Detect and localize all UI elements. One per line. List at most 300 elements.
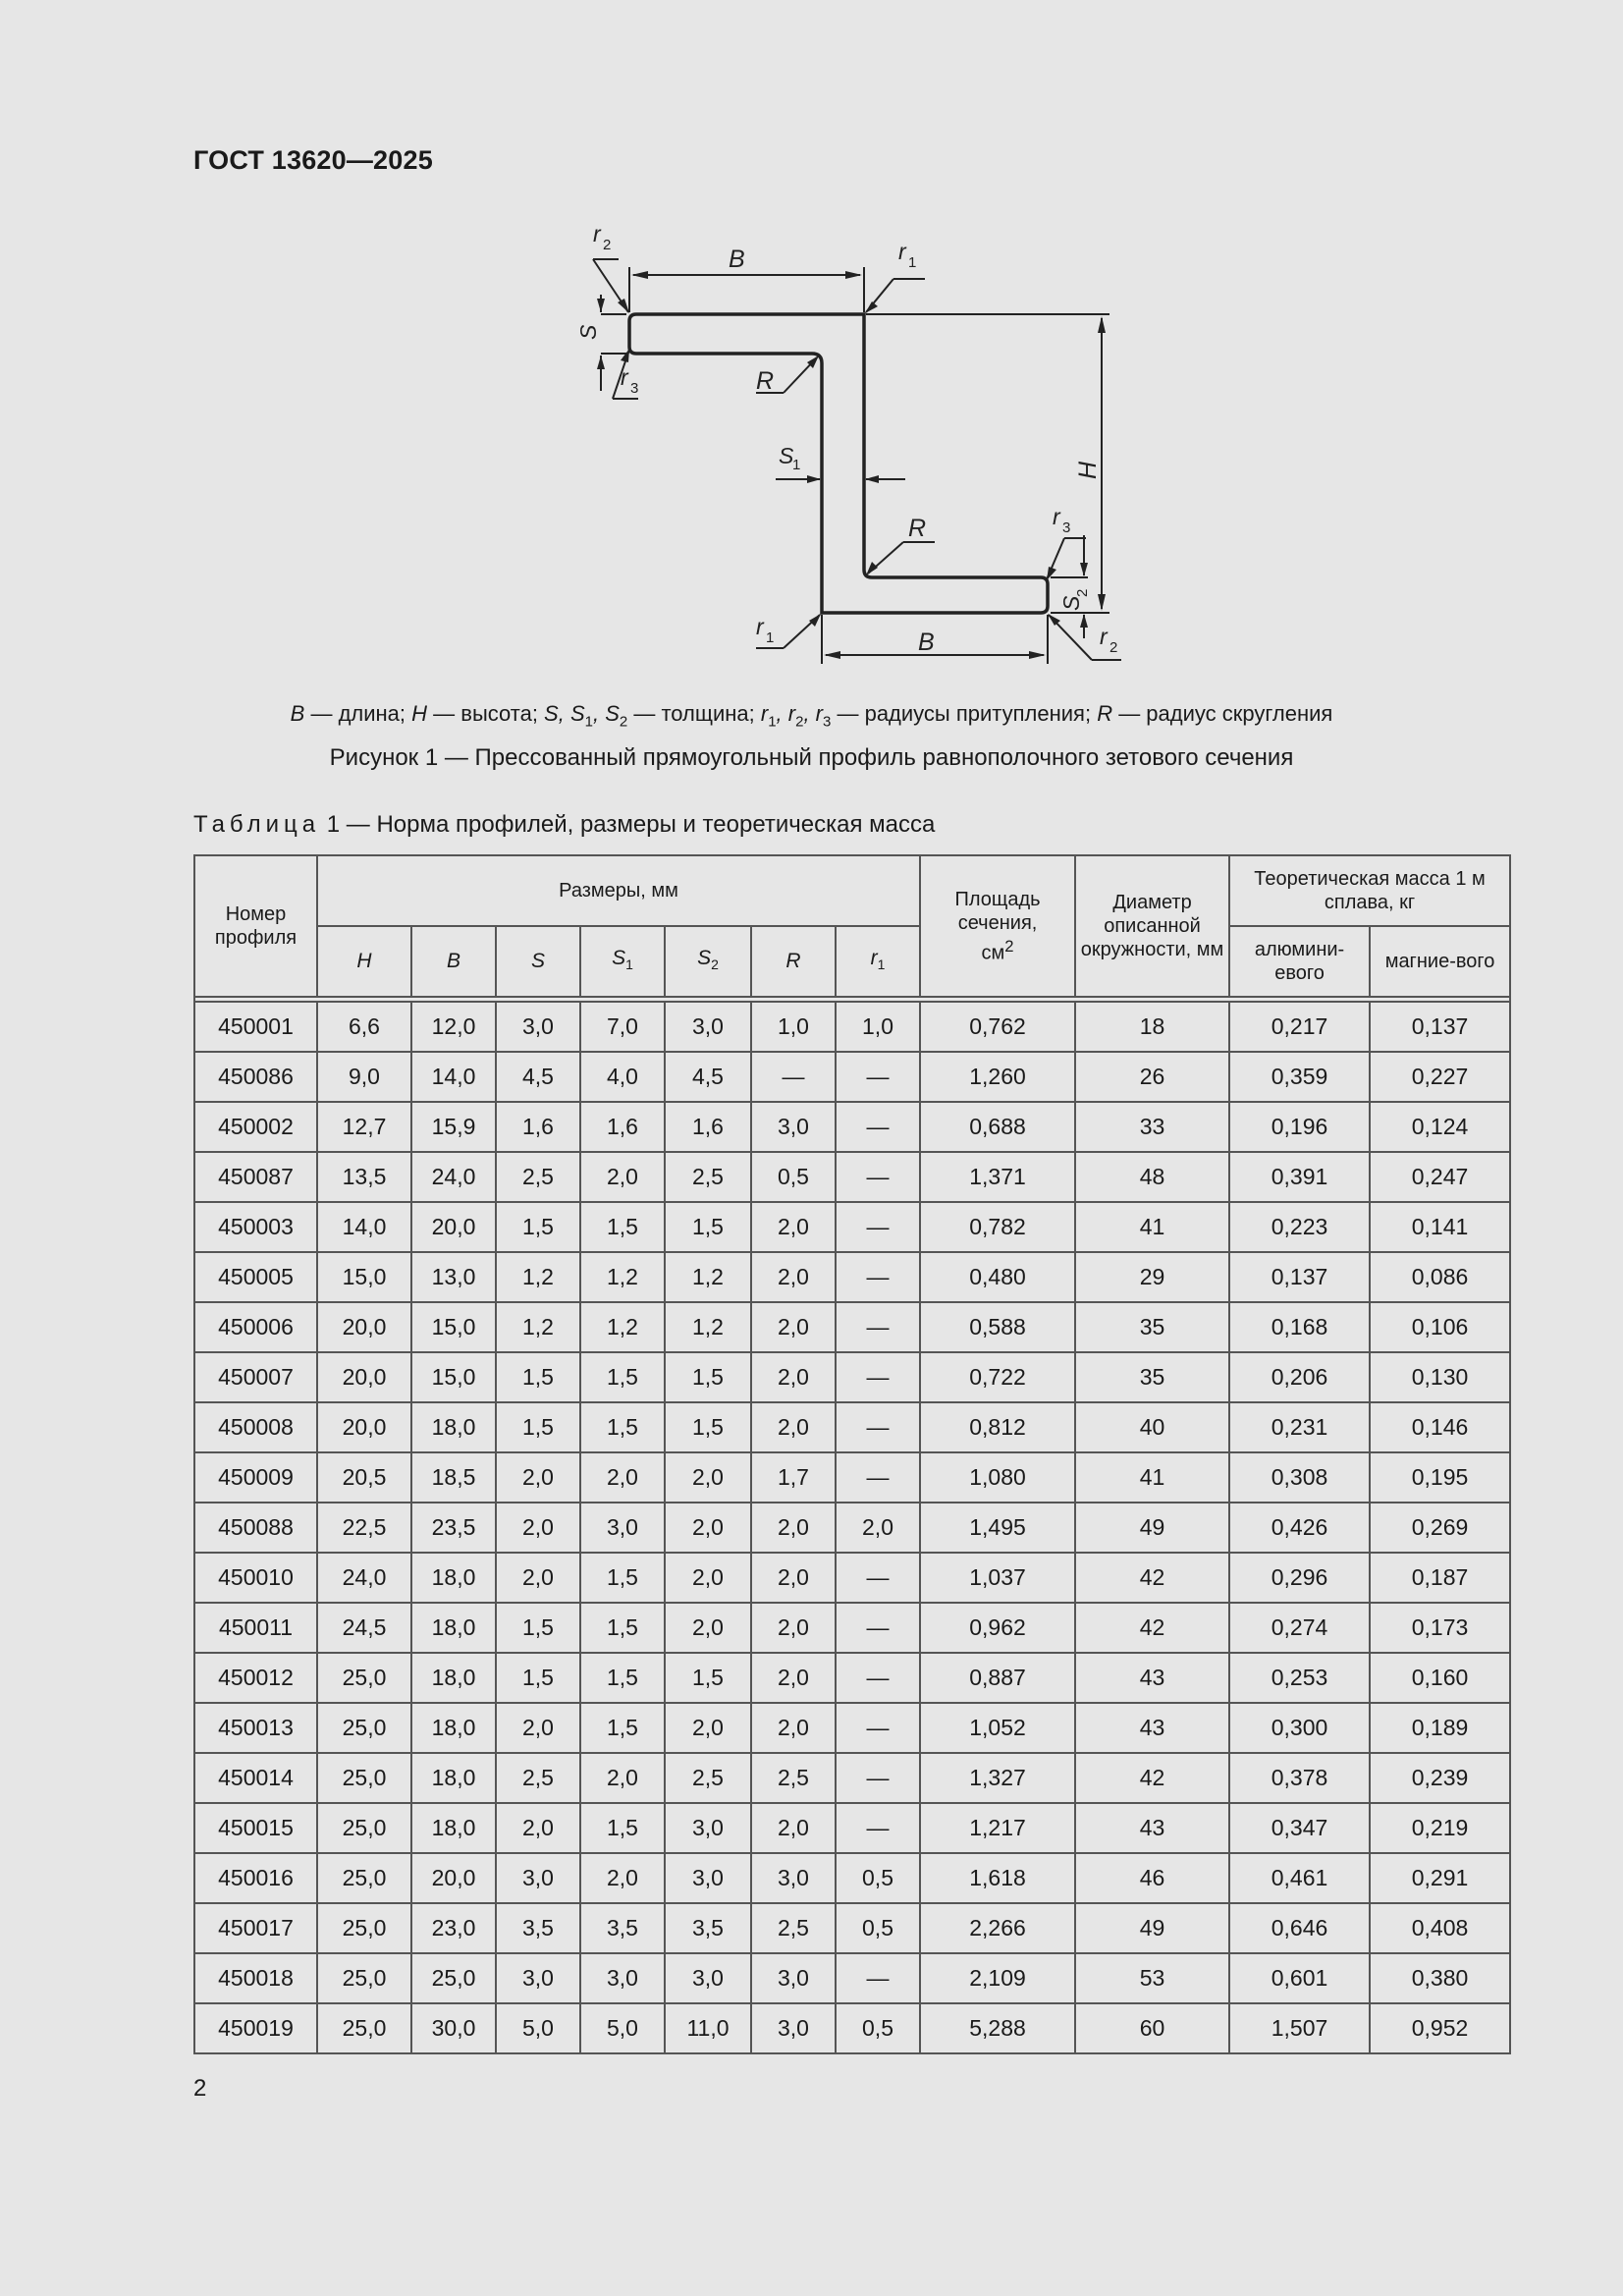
header-b: B bbox=[411, 926, 496, 997]
label-r1-top-sub: 1 bbox=[908, 254, 917, 271]
table-cell: 49 bbox=[1075, 1503, 1229, 1553]
table-cell: 2,0 bbox=[496, 1803, 580, 1853]
table-cell: 53 bbox=[1075, 1953, 1229, 2003]
label-r2-bottom: r bbox=[1100, 624, 1108, 649]
table-cell: 450009 bbox=[194, 1452, 317, 1503]
table-cell: 0,124 bbox=[1370, 1102, 1510, 1152]
table-row bbox=[194, 1653, 1510, 1703]
table-cell: 7,0 bbox=[580, 1002, 665, 1052]
table-cell: 1,507 bbox=[1229, 2003, 1370, 2053]
table-cell: 5,0 bbox=[580, 2003, 665, 2053]
table-cell: 3,0 bbox=[580, 1953, 665, 2003]
table-cell: 1,5 bbox=[580, 1202, 665, 1252]
table-cell: — bbox=[836, 1152, 920, 1202]
table-cell: 1,5 bbox=[496, 1352, 580, 1402]
table-cell: 18,0 bbox=[411, 1703, 496, 1753]
table-cell: 0,195 bbox=[1370, 1452, 1510, 1503]
table-cell: 0,106 bbox=[1370, 1302, 1510, 1352]
label-r-bottom: R bbox=[908, 515, 927, 542]
table-row bbox=[194, 1953, 1510, 2003]
table-cell: 1,5 bbox=[580, 1402, 665, 1452]
table-row bbox=[194, 1252, 1510, 1302]
table-cell: 2,0 bbox=[580, 1452, 665, 1503]
table-cell: 1,6 bbox=[496, 1102, 580, 1152]
table-cell: 22,5 bbox=[317, 1503, 411, 1553]
table-cell: 18,0 bbox=[411, 1402, 496, 1452]
table-cell: 0,962 bbox=[920, 1603, 1075, 1653]
table-cell: — bbox=[751, 1052, 836, 1102]
table-row bbox=[194, 1452, 1510, 1503]
label-s: S bbox=[575, 324, 601, 340]
table-cell: — bbox=[836, 1803, 920, 1853]
table-cell: 2,0 bbox=[751, 1653, 836, 1703]
table-cell: 2,0 bbox=[496, 1452, 580, 1503]
table-cell: 25,0 bbox=[317, 1753, 411, 1803]
table-cell: 1,0 bbox=[751, 1002, 836, 1052]
table-cell: 450011 bbox=[194, 1603, 317, 1653]
table-cell: 1,5 bbox=[665, 1402, 751, 1452]
table-cell: 0,160 bbox=[1370, 1653, 1510, 1703]
table-cell: 24,0 bbox=[411, 1152, 496, 1202]
table-cell: 25,0 bbox=[317, 1853, 411, 1903]
table-cell: 2,0 bbox=[496, 1553, 580, 1603]
table-cell: 0,5 bbox=[836, 1853, 920, 1903]
table-cell: 2,266 bbox=[920, 1903, 1075, 1953]
header-r: R bbox=[751, 926, 836, 997]
table-cell: 30,0 bbox=[411, 2003, 496, 2053]
table-cell: 0,378 bbox=[1229, 1753, 1370, 1803]
table-row bbox=[194, 1152, 1510, 1202]
table-cell: 3,5 bbox=[580, 1903, 665, 1953]
label-s1: S bbox=[779, 443, 794, 468]
table-cell: 1,5 bbox=[496, 1653, 580, 1703]
table-cell: 0,227 bbox=[1370, 1052, 1510, 1102]
z-profile-drawing bbox=[0, 0, 1623, 687]
table-cell: 1,5 bbox=[496, 1202, 580, 1252]
table-cell: — bbox=[836, 1452, 920, 1503]
table-cell: 3,0 bbox=[665, 1953, 751, 2003]
table-row bbox=[194, 1753, 1510, 1803]
header-h: H bbox=[317, 926, 411, 997]
table-cell: 450087 bbox=[194, 1152, 317, 1202]
table-cell: 450088 bbox=[194, 1503, 317, 1553]
table-cell: 4,5 bbox=[496, 1052, 580, 1102]
table-cell: — bbox=[836, 1703, 920, 1753]
table-cell: 14,0 bbox=[317, 1202, 411, 1252]
table-cell: 0,359 bbox=[1229, 1052, 1370, 1102]
table-cell: 2,0 bbox=[751, 1503, 836, 1553]
table-cell: 3,0 bbox=[751, 1102, 836, 1152]
z-profile-figure bbox=[0, 0, 1623, 687]
table-cell: 0,206 bbox=[1229, 1352, 1370, 1402]
table-row bbox=[194, 1853, 1510, 1903]
table-cell: 1,5 bbox=[580, 1653, 665, 1703]
table-row bbox=[194, 1703, 1510, 1753]
table-cell: 1,5 bbox=[665, 1352, 751, 1402]
table-row bbox=[194, 1302, 1510, 1352]
label-b-top: B bbox=[729, 246, 745, 273]
table-cell: 48 bbox=[1075, 1152, 1229, 1202]
table-cell: 15,9 bbox=[411, 1102, 496, 1152]
table-cell: 2,0 bbox=[751, 1553, 836, 1603]
table-cell: 1,2 bbox=[496, 1302, 580, 1352]
table-cell: 0,296 bbox=[1229, 1553, 1370, 1603]
label-b-bottom: B bbox=[918, 629, 935, 656]
table-row bbox=[194, 1402, 1510, 1452]
table-cell: 2,5 bbox=[751, 1753, 836, 1803]
table-cell: 1,7 bbox=[751, 1452, 836, 1503]
table-cell: 20,5 bbox=[317, 1452, 411, 1503]
table-cell: 2,0 bbox=[580, 1753, 665, 1803]
table-cell: 25,0 bbox=[317, 1653, 411, 1703]
table-cell: 43 bbox=[1075, 1803, 1229, 1853]
table-cell: 2,0 bbox=[580, 1152, 665, 1202]
table-cell: 0,347 bbox=[1229, 1803, 1370, 1853]
table-cell: 1,371 bbox=[920, 1152, 1075, 1202]
table-cell: 450006 bbox=[194, 1302, 317, 1352]
table-cell: 0,5 bbox=[836, 1903, 920, 1953]
table-cell: 1,2 bbox=[665, 1252, 751, 1302]
table-cell: 12,0 bbox=[411, 1002, 496, 1052]
label-r3-top-sub: 3 bbox=[630, 380, 639, 397]
table-row bbox=[194, 1202, 1510, 1252]
table-cell: 40 bbox=[1075, 1402, 1229, 1452]
table-cell: 20,0 bbox=[411, 1202, 496, 1252]
table-cell: 5,0 bbox=[496, 2003, 580, 2053]
table-cell: 18,0 bbox=[411, 1653, 496, 1703]
table-cell: 46 bbox=[1075, 1853, 1229, 1903]
table-cell: 18,0 bbox=[411, 1803, 496, 1853]
label-r3-top: r bbox=[621, 364, 628, 390]
table-cell: 0,189 bbox=[1370, 1703, 1510, 1753]
table-cell: 2,5 bbox=[665, 1753, 751, 1803]
table-cell: 25,0 bbox=[317, 2003, 411, 2053]
table-cell: 2,0 bbox=[580, 1853, 665, 1903]
label-r1-bottom-sub: 1 bbox=[766, 629, 775, 646]
table-cell: 0,601 bbox=[1229, 1953, 1370, 2003]
table-cell: — bbox=[836, 1302, 920, 1352]
table-cell: 0,187 bbox=[1370, 1553, 1510, 1603]
table-cell: — bbox=[836, 1553, 920, 1603]
table-row bbox=[194, 1553, 1510, 1603]
table-cell: 0,308 bbox=[1229, 1452, 1370, 1503]
table-cell: 2,0 bbox=[751, 1803, 836, 1853]
table-cell: 2,0 bbox=[751, 1603, 836, 1653]
table-cell: 0,146 bbox=[1370, 1402, 1510, 1452]
table-row bbox=[194, 1903, 1510, 1953]
label-s2: S bbox=[1058, 595, 1084, 611]
table-cell: 450013 bbox=[194, 1703, 317, 1753]
table-cell: 11,0 bbox=[665, 2003, 751, 2053]
table-cell: — bbox=[836, 1953, 920, 2003]
table-cell: 25,0 bbox=[317, 1703, 411, 1753]
table-cell: 1,052 bbox=[920, 1703, 1075, 1753]
table-cell: 41 bbox=[1075, 1202, 1229, 1252]
table-cell: 450015 bbox=[194, 1803, 317, 1853]
table-cell: 0,141 bbox=[1370, 1202, 1510, 1252]
table-cell: 3,5 bbox=[496, 1903, 580, 1953]
table-cell: 14,0 bbox=[411, 1052, 496, 1102]
table-row bbox=[194, 1603, 1510, 1653]
table-cell: 0,480 bbox=[920, 1252, 1075, 1302]
table-cell: 0,269 bbox=[1370, 1503, 1510, 1553]
table-cell: 18,0 bbox=[411, 1553, 496, 1603]
table-cell: — bbox=[836, 1202, 920, 1252]
table-cell: 0,722 bbox=[920, 1352, 1075, 1402]
table-cell: 0,782 bbox=[920, 1202, 1075, 1252]
table-cell: — bbox=[836, 1052, 920, 1102]
table-cell: 0,887 bbox=[920, 1653, 1075, 1703]
table-cell: 25,0 bbox=[411, 1953, 496, 2003]
table-cell: 450008 bbox=[194, 1402, 317, 1452]
label-r1-bottom: r bbox=[756, 614, 764, 639]
table-row bbox=[194, 2003, 1510, 2053]
table-cell: 3,0 bbox=[496, 1853, 580, 1903]
table-cell: — bbox=[836, 1402, 920, 1452]
table-cell: 2,5 bbox=[496, 1152, 580, 1202]
table-cell: 2,0 bbox=[751, 1703, 836, 1753]
table-cell: — bbox=[836, 1753, 920, 1803]
table-cell: 26 bbox=[1075, 1052, 1229, 1102]
document-header-title: ГОСТ 13620—2025 bbox=[193, 145, 433, 175]
figure-legend: B — длина; H — высота; S, $S_1$, $S_2$ — толщина; $r_1$, $r_2$, $r_3$ — радиусы притупления; R — радиус скругления bbox=[290, 701, 1333, 731]
table-cell: 1,5 bbox=[580, 1803, 665, 1853]
profile-outline bbox=[629, 314, 1048, 613]
header-aluminum: алюмини-евого bbox=[1229, 926, 1370, 997]
table-cell: 0,239 bbox=[1370, 1753, 1510, 1803]
table-cell: 2,109 bbox=[920, 1953, 1075, 2003]
table-cell: 2,0 bbox=[496, 1503, 580, 1553]
table-row bbox=[194, 1352, 1510, 1402]
table-cell: 450012 bbox=[194, 1653, 317, 1703]
table-cell: 20,0 bbox=[411, 1853, 496, 1903]
table-cell: 15,0 bbox=[411, 1302, 496, 1352]
profiles-table bbox=[193, 854, 1511, 2054]
table-cell: 0,408 bbox=[1370, 1903, 1510, 1953]
table-cell: 20,0 bbox=[317, 1352, 411, 1402]
table-cell: 42 bbox=[1075, 1603, 1229, 1653]
table-cell: 3,0 bbox=[665, 1002, 751, 1052]
header-r1: $r_1$ bbox=[836, 926, 920, 997]
table-row bbox=[194, 1803, 1510, 1853]
table-cell: 60 bbox=[1075, 2003, 1229, 2053]
label-r1-top: r bbox=[898, 239, 906, 264]
label-r3-bottom-sub: 3 bbox=[1062, 519, 1071, 536]
table-cell: 12,7 bbox=[317, 1102, 411, 1152]
table-cell: 4,0 bbox=[580, 1052, 665, 1102]
table-cell: 2,0 bbox=[751, 1352, 836, 1402]
table-body bbox=[194, 1002, 1510, 2053]
table-cell: 25,0 bbox=[317, 1903, 411, 1953]
table-cell: 43 bbox=[1075, 1653, 1229, 1703]
table-cell: 3,0 bbox=[580, 1503, 665, 1553]
table-cell: 1,2 bbox=[496, 1252, 580, 1302]
table-cell: 0,219 bbox=[1370, 1803, 1510, 1853]
table-cell: 23,5 bbox=[411, 1503, 496, 1553]
table-cell: — bbox=[836, 1653, 920, 1703]
table-cell: 2,0 bbox=[665, 1503, 751, 1553]
table-cell: 0,223 bbox=[1229, 1202, 1370, 1252]
table-cell: 2,5 bbox=[665, 1152, 751, 1202]
table-cell: 41 bbox=[1075, 1452, 1229, 1503]
table-cell: 450014 bbox=[194, 1753, 317, 1803]
table-cell: 35 bbox=[1075, 1302, 1229, 1352]
table-cell: 2,0 bbox=[496, 1703, 580, 1753]
table-cell: 0,300 bbox=[1229, 1703, 1370, 1753]
header-s: S bbox=[496, 926, 580, 997]
table-cell: 0,196 bbox=[1229, 1102, 1370, 1152]
table-cell: — bbox=[836, 1102, 920, 1152]
table-cell: 24,0 bbox=[317, 1553, 411, 1603]
table-cell: 450016 bbox=[194, 1853, 317, 1903]
table-cell: 0,137 bbox=[1370, 1002, 1510, 1052]
table-cell: 0,461 bbox=[1229, 1853, 1370, 1903]
table-cell: 1,217 bbox=[920, 1803, 1075, 1853]
table-cell: 0,274 bbox=[1229, 1603, 1370, 1653]
table-cell: 0,380 bbox=[1370, 1953, 1510, 2003]
table-cell: 0,291 bbox=[1370, 1853, 1510, 1903]
label-r-top: R bbox=[756, 367, 775, 395]
table-cell: 450001 bbox=[194, 1002, 317, 1052]
table-cell: 3,5 bbox=[665, 1903, 751, 1953]
table-cell: 42 bbox=[1075, 1553, 1229, 1603]
table-cell: 0,646 bbox=[1229, 1903, 1370, 1953]
table-cell: 1,5 bbox=[496, 1603, 580, 1653]
table-cell: 15,0 bbox=[411, 1352, 496, 1402]
table-cell: 0,5 bbox=[751, 1152, 836, 1202]
header-s2: $S_2$ bbox=[665, 926, 751, 997]
table-cell: 0,086 bbox=[1370, 1252, 1510, 1302]
table-cell: 13,0 bbox=[411, 1252, 496, 1302]
table-cell: 2,0 bbox=[751, 1252, 836, 1302]
table-cell: 450007 bbox=[194, 1352, 317, 1402]
table-row bbox=[194, 1102, 1510, 1152]
table-cell: 2,0 bbox=[836, 1503, 920, 1553]
table-cell: 3,0 bbox=[665, 1803, 751, 1853]
table-cell: 1,5 bbox=[580, 1553, 665, 1603]
table-cell: 1,5 bbox=[580, 1352, 665, 1402]
header-number: Номер профиля bbox=[194, 855, 317, 997]
table-cell: 1,5 bbox=[580, 1703, 665, 1753]
table-cell: 1,080 bbox=[920, 1452, 1075, 1503]
table-cell: 25,0 bbox=[317, 1803, 411, 1853]
table-cell: 0,168 bbox=[1229, 1302, 1370, 1352]
header-mass: Теоретическая масса 1 м сплава, кг bbox=[1229, 855, 1510, 926]
table-cell: 3,0 bbox=[665, 1853, 751, 1903]
figure-caption: Рисунок 1 — Прессованный прямоугольный профиль равнополочного зетового сечения bbox=[329, 744, 1294, 771]
table-cell: 9,0 bbox=[317, 1052, 411, 1102]
label-s2-sub: 2 bbox=[1074, 588, 1091, 597]
table-cell: 3,0 bbox=[751, 1953, 836, 2003]
header-s1: $S_1$ bbox=[580, 926, 665, 997]
table-cell: 18,5 bbox=[411, 1452, 496, 1503]
table-cell: 450086 bbox=[194, 1052, 317, 1102]
table-cell: 2,0 bbox=[665, 1703, 751, 1753]
label-h: H bbox=[1074, 461, 1102, 479]
table-cell: 450002 bbox=[194, 1102, 317, 1152]
table-cell: 1,5 bbox=[580, 1603, 665, 1653]
table-cell: 1,5 bbox=[665, 1653, 751, 1703]
table-cell: 0,952 bbox=[1370, 2003, 1510, 2053]
table-cell: 20,0 bbox=[317, 1302, 411, 1352]
table-cell: 0,231 bbox=[1229, 1402, 1370, 1452]
table-cell: 0,688 bbox=[920, 1102, 1075, 1152]
table-cell: 2,0 bbox=[751, 1302, 836, 1352]
table-cell: 0,426 bbox=[1229, 1503, 1370, 1553]
label-s1-sub: 1 bbox=[792, 457, 801, 473]
table-cell: 0,130 bbox=[1370, 1352, 1510, 1402]
table-cell: 0,217 bbox=[1229, 1002, 1370, 1052]
table-cell: 5,288 bbox=[920, 2003, 1075, 2053]
table-cell: 0,5 bbox=[836, 2003, 920, 2053]
table-cell: 13,5 bbox=[317, 1152, 411, 1202]
table-cell: 1,2 bbox=[580, 1302, 665, 1352]
table-cell: 1,327 bbox=[920, 1753, 1075, 1803]
table-cell: 1,2 bbox=[580, 1252, 665, 1302]
header-magnesium: магние-вого bbox=[1370, 926, 1510, 997]
table-cell: 25,0 bbox=[317, 1953, 411, 2003]
table-cell: 6,6 bbox=[317, 1002, 411, 1052]
label-r2-top-sub: 2 bbox=[603, 237, 612, 253]
header-diameter: Диаметр описанной окружности, мм bbox=[1075, 855, 1229, 997]
header-area: Площадь сечения, $см^2$ bbox=[920, 855, 1075, 997]
table-cell: 450019 bbox=[194, 2003, 317, 2053]
table-cell: 20,0 bbox=[317, 1402, 411, 1452]
table-cell: 450018 bbox=[194, 1953, 317, 2003]
table-cell: 2,0 bbox=[665, 1603, 751, 1653]
header-sizes: Размеры, мм bbox=[317, 855, 920, 926]
table-caption: Таблица 1 — Норма профилей, размеры и теоретическая масса bbox=[193, 811, 936, 838]
table-cell: 1,260 bbox=[920, 1052, 1075, 1102]
table-cell: 450003 bbox=[194, 1202, 317, 1252]
table-cell: 3,0 bbox=[496, 1002, 580, 1052]
table-cell: 0,137 bbox=[1229, 1252, 1370, 1302]
table-cell: 18,0 bbox=[411, 1603, 496, 1653]
table-cell: 24,5 bbox=[317, 1603, 411, 1653]
table-cell: 3,0 bbox=[751, 2003, 836, 2053]
table-cell: — bbox=[836, 1252, 920, 1302]
table-cell: 2,0 bbox=[665, 1553, 751, 1603]
table-cell: 29 bbox=[1075, 1252, 1229, 1302]
table-cell: 3,0 bbox=[496, 1953, 580, 2003]
table-cell: 2,0 bbox=[665, 1452, 751, 1503]
table-cell: 450017 bbox=[194, 1903, 317, 1953]
table-cell: 2,0 bbox=[751, 1202, 836, 1252]
table-cell: 23,0 bbox=[411, 1903, 496, 1953]
table-cell: 2,5 bbox=[751, 1903, 836, 1953]
table-cell: 18 bbox=[1075, 1002, 1229, 1052]
table-cell: 0,173 bbox=[1370, 1603, 1510, 1653]
table-cell: 0,588 bbox=[920, 1302, 1075, 1352]
table-cell: 18,0 bbox=[411, 1753, 496, 1803]
table-cell: 1,2 bbox=[665, 1302, 751, 1352]
table-cell: 2,0 bbox=[751, 1402, 836, 1452]
table-cell: 1,5 bbox=[665, 1202, 751, 1252]
table-cell: 1,5 bbox=[496, 1402, 580, 1452]
table-cell: 0,391 bbox=[1229, 1152, 1370, 1202]
table-cell: 1,495 bbox=[920, 1503, 1075, 1553]
table-cell: 0,247 bbox=[1370, 1152, 1510, 1202]
table-cell: 0,812 bbox=[920, 1402, 1075, 1452]
label-r2-bottom-sub: 2 bbox=[1109, 639, 1118, 656]
table-cell: — bbox=[836, 1352, 920, 1402]
table-cell: 450010 bbox=[194, 1553, 317, 1603]
table-cell: 2,5 bbox=[496, 1753, 580, 1803]
table-cell: 33 bbox=[1075, 1102, 1229, 1152]
table-row bbox=[194, 1002, 1510, 1052]
table-cell: 0,253 bbox=[1229, 1653, 1370, 1703]
table-row bbox=[194, 1503, 1510, 1553]
